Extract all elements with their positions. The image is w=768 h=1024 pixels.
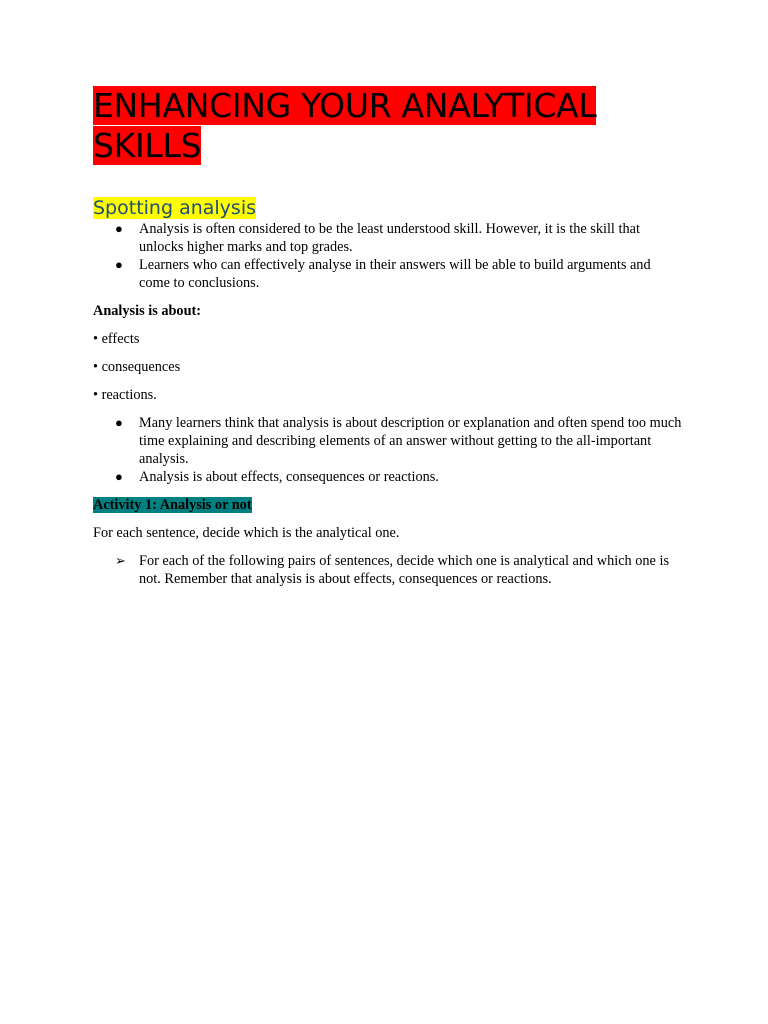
activity-task-list [93,552,683,588]
list-item-text: Analysis is about effects, consequences or reactions. [139,469,439,485]
activity-instruction: For each sentence, decide which is the analytical one. [93,525,400,541]
arrow-bullet-icon: ➢ [115,553,126,568]
bullet-icon: ● [115,415,123,430]
document-title-text: ENHANCING YOUR ANALYTICAL SKILLS [93,86,597,165]
about-item-effects: • effects [93,331,140,347]
section-heading [93,196,683,220]
activity-heading-text: Activity 1: Analysis or not [93,497,252,513]
list-item [93,414,683,468]
list-item-text: Many learners think that analysis is about description or explanation and often spend too much time explaining and describing elements of an answer without getting to the all-important analysis. [139,415,682,467]
list-item-text: Analysis is often considered to be the least understood skill. However, it is the skill that unlocks higher marks and top grades. [139,221,640,255]
list-item [93,256,683,292]
list-item-text: Learners who can effectively analyse in their answers will be able to build arguments and come to conclusions. [139,257,651,291]
section-heading-text: Spotting analysis [93,197,256,219]
about-item-reactions: • reactions. [93,387,157,403]
document-page [93,86,683,588]
bullet-icon: ● [115,469,123,484]
document-title [93,86,683,166]
about-item-consequences: • consequences [93,359,181,375]
bullet-icon: ● [115,221,123,236]
list-item [93,552,683,588]
analysis-about-heading: Analysis is about: [93,303,202,319]
list-item [93,468,683,486]
analysis-bullet-list [93,414,683,486]
activity-heading [93,496,683,514]
intro-bullet-list [93,220,683,292]
list-item [93,220,683,256]
list-item-text: For each of the following pairs of sentences, decide which one is analytical and which one is not. Remember that analysis is about effects, consequences or reactions. [139,553,670,587]
bullet-icon: ● [115,257,123,272]
